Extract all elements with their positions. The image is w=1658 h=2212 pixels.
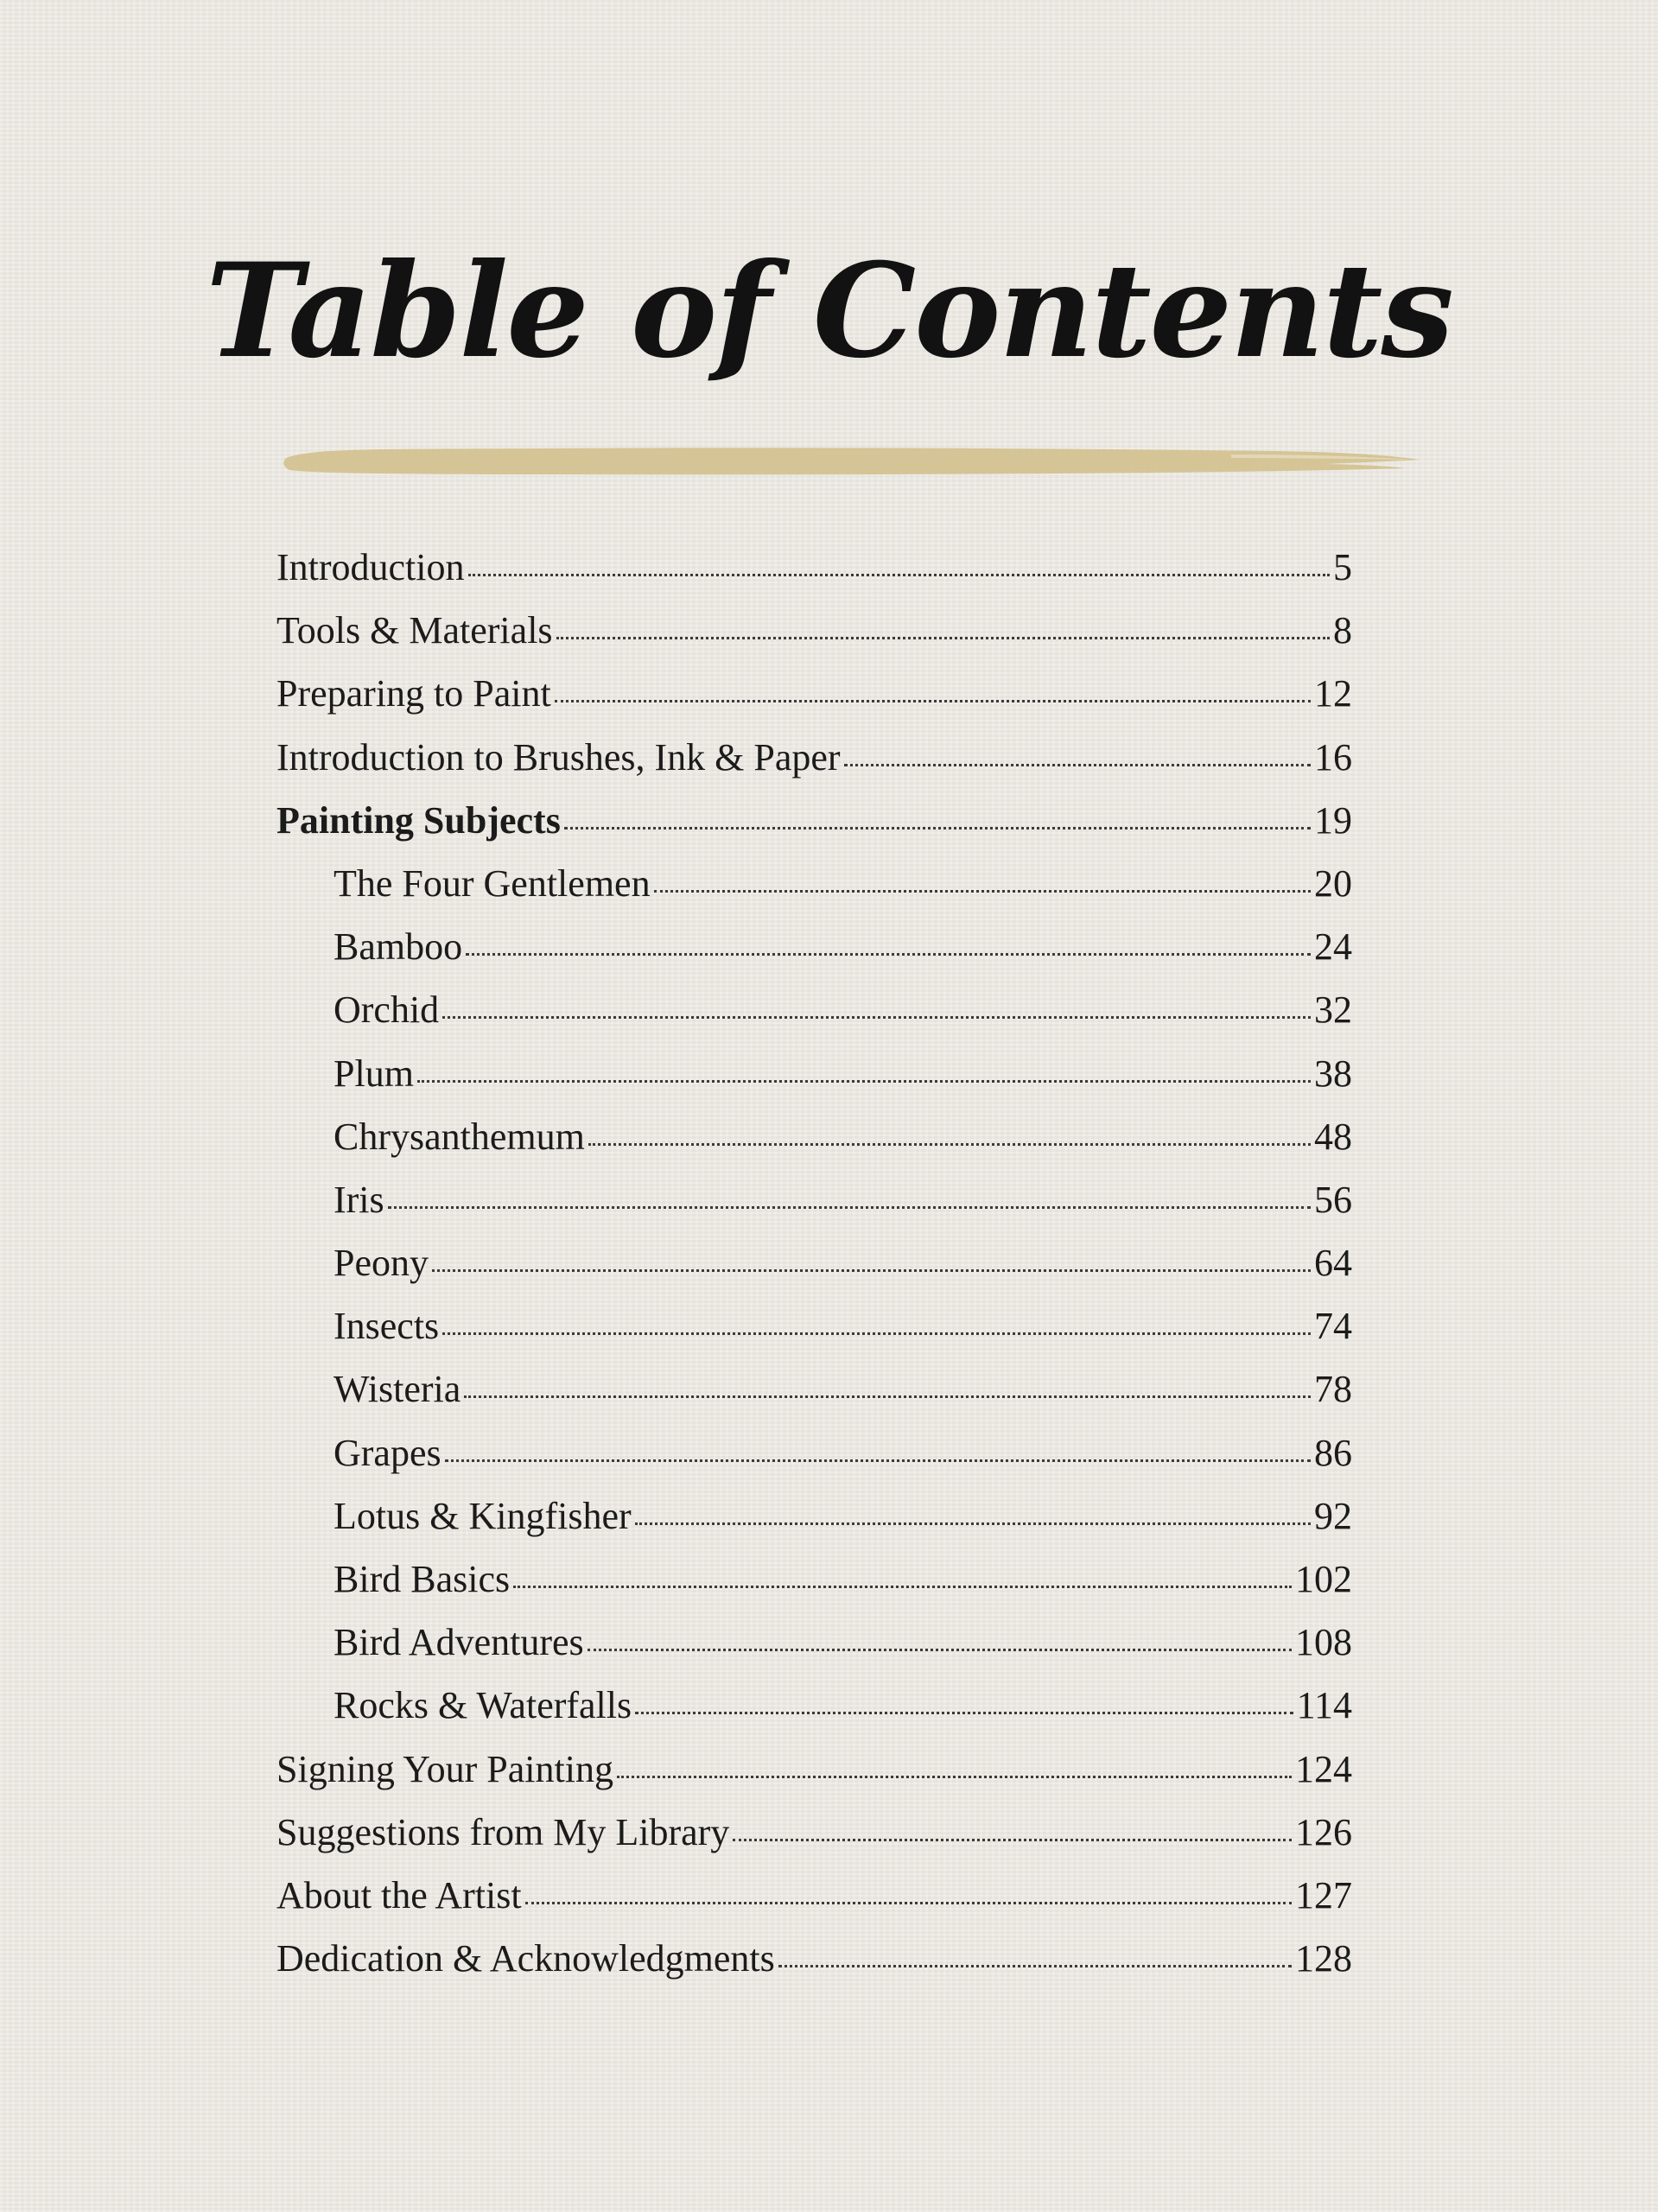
toc-entry-title: Bird Basics — [334, 1558, 511, 1600]
toc-entry[interactable] — [276, 789, 1352, 852]
dot-leader — [468, 572, 1330, 576]
toc-entry-page-number: 38 — [1314, 1052, 1352, 1095]
toc-entry-page-number: 102 — [1295, 1558, 1352, 1600]
toc-entry-title: Grapes — [334, 1431, 441, 1474]
dot-leader — [588, 1141, 1311, 1146]
toc-entry[interactable] — [276, 1738, 1352, 1801]
toc-entry-title: Chrysanthemum — [334, 1115, 585, 1158]
toc-entry-title: Introduction to Brushes, Ink & Paper — [276, 735, 841, 779]
toc-entry-page-number: 74 — [1314, 1305, 1352, 1348]
toc-entry-title: Plum — [334, 1052, 414, 1095]
dot-leader — [464, 1394, 1311, 1398]
toc-entry-page-number: 48 — [1314, 1115, 1352, 1158]
toc-entry[interactable] — [276, 1611, 1352, 1674]
dot-leader — [442, 1331, 1311, 1335]
toc-entry-page-number: 127 — [1295, 1873, 1352, 1916]
toc-entry-page-number: 124 — [1295, 1747, 1352, 1790]
dot-leader — [635, 1521, 1311, 1525]
toc-entry[interactable] — [276, 726, 1352, 789]
toc-entry-page-number: 20 — [1314, 861, 1352, 905]
toc-entry-title: Preparing to Paint — [276, 672, 551, 715]
brush-stroke-shape — [283, 448, 1420, 474]
toc-entry[interactable] — [276, 1357, 1352, 1421]
toc-entry-page-number: 108 — [1295, 1621, 1352, 1664]
toc-entry-page-number: 78 — [1314, 1368, 1352, 1411]
toc-entry-page-number: 5 — [1333, 546, 1352, 588]
toc-entry-title: Insects — [334, 1305, 440, 1348]
dot-leader — [513, 1584, 1292, 1588]
toc-entry-title: Rocks & Waterfalls — [334, 1684, 632, 1727]
toc-entry-page-number: 24 — [1314, 925, 1352, 969]
dot-leader — [432, 1268, 1311, 1272]
toc-entry-title: About the Artist — [276, 1873, 522, 1916]
dot-leader — [445, 1458, 1311, 1462]
dot-leader — [417, 1078, 1311, 1083]
toc-entry[interactable] — [276, 852, 1352, 915]
toc-entry-title: The Four Gentlemen — [334, 861, 651, 905]
toc-entry[interactable] — [276, 1042, 1352, 1105]
toc-entry[interactable] — [276, 978, 1352, 1041]
toc-entry-page-number: 19 — [1314, 798, 1352, 842]
toc-entry-title: Peony — [334, 1242, 429, 1285]
toc-entry[interactable] — [276, 1294, 1352, 1357]
toc-entry-title: Iris — [334, 1178, 384, 1221]
page-title: Table of Contents — [206, 235, 1452, 387]
toc-entry[interactable] — [276, 1801, 1352, 1864]
toc-entry-title: Signing Your Painting — [276, 1747, 613, 1790]
toc-entry-title: Tools & Materials — [276, 609, 553, 652]
dot-leader — [778, 1963, 1292, 1967]
toc-entry-page-number: 12 — [1314, 672, 1352, 715]
table-of-contents-list — [276, 536, 1352, 1990]
dot-leader — [555, 698, 1311, 702]
toc-entry[interactable] — [276, 1864, 1352, 1927]
dot-leader — [654, 888, 1311, 893]
toc-entry-page-number: 86 — [1314, 1431, 1352, 1474]
toc-entry[interactable] — [276, 1105, 1352, 1168]
toc-entry[interactable] — [276, 1927, 1352, 1990]
dot-leader — [442, 1014, 1311, 1019]
dot-leader — [617, 1774, 1292, 1778]
toc-entry-page-number: 16 — [1314, 735, 1352, 779]
toc-entry[interactable] — [276, 1548, 1352, 1611]
toc-entry-title: Orchid — [334, 988, 440, 1032]
dot-leader — [525, 1900, 1292, 1904]
toc-entry-page-number: 8 — [1333, 609, 1352, 652]
toc-entry[interactable] — [276, 599, 1352, 662]
toc-entry-title: Introduction — [276, 546, 465, 588]
dot-leader — [844, 762, 1311, 766]
toc-entry-page-number: 56 — [1314, 1178, 1352, 1221]
toc-entry-title: Bamboo — [334, 925, 463, 969]
dot-leader — [588, 1647, 1292, 1651]
toc-entry-page-number: 92 — [1314, 1494, 1352, 1537]
toc-entry[interactable] — [276, 1484, 1352, 1548]
toc-entry-title: Suggestions from My Library — [276, 1810, 730, 1853]
toc-entry[interactable] — [276, 1674, 1352, 1737]
toc-entry[interactable] — [276, 1231, 1352, 1294]
toc-entry-page-number: 32 — [1314, 988, 1352, 1032]
brush-stroke-divider — [281, 439, 1421, 482]
toc-entry-title: Bird Adventures — [334, 1621, 584, 1664]
toc-entry-page-number: 128 — [1295, 1937, 1352, 1980]
toc-entry[interactable] — [276, 915, 1352, 978]
toc-entry-page-number: 114 — [1296, 1684, 1352, 1727]
dot-leader — [635, 1710, 1293, 1714]
toc-entry[interactable] — [276, 662, 1352, 725]
toc-entry-title: Lotus & Kingfisher — [334, 1494, 632, 1537]
dot-leader — [733, 1837, 1292, 1841]
toc-entry-title: Painting Subjects — [276, 798, 561, 842]
dot-leader — [564, 825, 1311, 830]
toc-entry-title: Dedication & Acknowledgments — [276, 1937, 775, 1980]
dot-leader — [388, 1205, 1311, 1209]
toc-entry[interactable] — [276, 1421, 1352, 1484]
toc-entry-page-number: 126 — [1295, 1810, 1352, 1853]
toc-entry-page-number: 64 — [1314, 1242, 1352, 1285]
toc-entry-title: Wisteria — [334, 1368, 461, 1411]
dot-leader — [556, 635, 1330, 639]
dot-leader — [466, 951, 1311, 956]
toc-entry[interactable] — [276, 536, 1352, 599]
toc-entry[interactable] — [276, 1168, 1352, 1231]
